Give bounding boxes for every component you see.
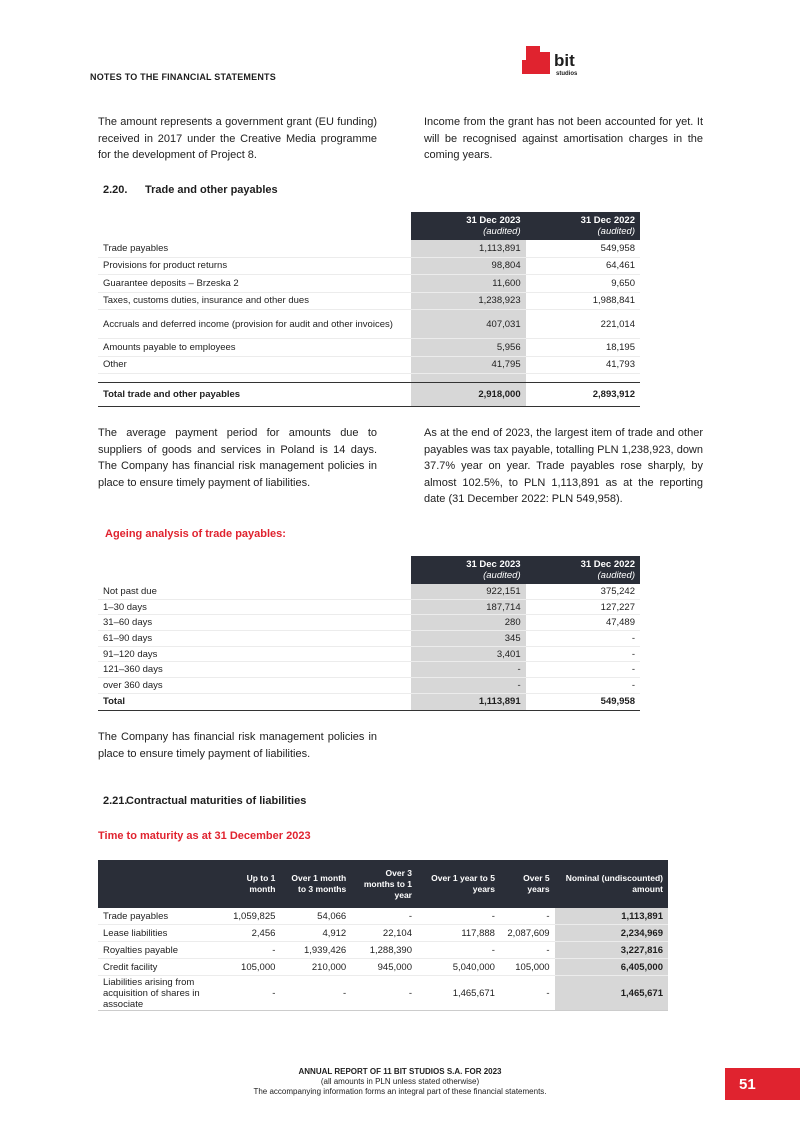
footer-currency-note: (all amounts in PLN unless stated otherwise) xyxy=(320,1077,480,1086)
table-row: Not past due 922,151 375,242 xyxy=(98,584,640,599)
table-row: Lease liabilities 2,456 4,912 22,104 117,888 2,087,609 2,234,969 xyxy=(98,925,668,942)
intro-right-paragraph: Income from the grant has not been accounted for yet. It will be recognised against amortisation charges in the coming years. xyxy=(424,116,703,161)
table-row: Credit facility 105,000 210,000 945,000 5,040,000 105,000 6,405,000 xyxy=(98,959,668,976)
table-row: 31–60 days 280 47,489 xyxy=(98,615,640,631)
col-header: Over 3 months to 1 year xyxy=(351,860,417,908)
table-row: Amounts payable to employees 5,956 18,195 xyxy=(98,339,640,357)
col-header: Over 1 month to 3 months xyxy=(280,860,351,908)
table-row: Taxes, customs duties, insurance and other dues 1,238,923 1,988,841 xyxy=(98,292,640,310)
col-header-2023: 31 Dec 2023 (audited) xyxy=(411,212,525,240)
table-row: Provisions for product returns 98,804 64,461 xyxy=(98,257,640,275)
table-row: 61–90 days 345 - xyxy=(98,631,640,647)
col-header: Over 1 year to 5 years xyxy=(417,860,500,908)
table-row: over 360 days - - xyxy=(98,678,640,694)
table-row: Accruals and deferred income (provision for audit and other invoices) 407,031 221,014 xyxy=(98,310,640,339)
ageing-title: Ageing analysis of trade payables: xyxy=(105,528,286,540)
page-header-title: NOTES TO THE FINANCIAL STATEMENTS xyxy=(90,72,276,82)
svg-text:studios: studios xyxy=(556,71,578,77)
maturity-table xyxy=(98,860,668,1011)
payment-period-paragraph: The average payment period for amounts due to suppliers of goods and services in Poland is 14 days. The Company has financial risk management policies in place to ensure timely payment of liabilities. xyxy=(98,427,377,489)
trade-payables-table xyxy=(98,212,640,407)
col-header: Up to 1 month xyxy=(228,860,281,908)
intro-left-paragraph: The amount represents a government grant (EU funding) received in 2017 under the Creative Media programme for the development of Project 8. xyxy=(98,116,377,161)
table-row: Trade payables 1,059,825 54,066 - - - 1,113,891 xyxy=(98,908,668,925)
col-header: Nominal (undiscounted) amount xyxy=(555,860,668,908)
table-row: Other 41,795 41,793 xyxy=(98,356,640,374)
table-row: Guarantee deposits – Brzeska 2 11,600 9,650 xyxy=(98,275,640,293)
col-header-2023: 31 Dec 2023 (audited) xyxy=(411,556,525,584)
page-footer xyxy=(0,1067,800,1097)
total-row: Total trade and other payables 2,918,000 2,893,912 xyxy=(98,383,640,407)
col-header-2022: 31 Dec 2022 (audited) xyxy=(526,556,640,584)
tax-payable-paragraph: As at the end of 2023, the largest item of trade and other payables was tax payable, totalling PLN 1,238,923, down 37.7% year on year. Trade payables rose sharply, by almost 102.5%, to PLN 1,113,891 as at the reporting date (31 December 2022: PLN 549,958). xyxy=(424,427,703,505)
ageing-table xyxy=(98,556,640,711)
section-number-2-20: 2.20. xyxy=(103,184,128,196)
section-number-2-21: 2.21. xyxy=(103,795,128,807)
col-header-2022: 31 Dec 2022 (audited) xyxy=(526,212,640,240)
maturity-title: Time to maturity as at 31 December 2023 xyxy=(98,830,311,842)
company-logo xyxy=(520,42,610,82)
section-title-maturities: Contractual maturities of liabilities xyxy=(126,795,307,807)
table-row: Trade payables 1,113,891 549,958 xyxy=(98,240,640,257)
table-row: 121–360 days - - xyxy=(98,662,640,678)
col-header: Over 5 years xyxy=(500,860,555,908)
section-title-trade-payables: Trade and other payables xyxy=(145,184,278,196)
footer-disclaimer: The accompanying information forms an integral part of these financial statements. xyxy=(253,1087,547,1096)
table-row: 1–30 days 187,714 127,227 xyxy=(98,599,640,615)
risk-management-paragraph: The Company has financial risk management policies in place to ensure timely payment of liabilities. xyxy=(98,731,377,760)
page-number: 51 xyxy=(725,1068,800,1100)
total-row: Total 1,113,891 549,958 xyxy=(98,693,640,710)
svg-text:bit: bit xyxy=(554,51,575,70)
table-row: Royalties payable - 1,939,426 1,288,390 - - 3,227,816 xyxy=(98,942,668,959)
table-row: 91–120 days 3,401 - xyxy=(98,646,640,662)
table-row: Liabilities arising from acquisition of shares in associate - - - 1,465,671 - 1,465,671 xyxy=(98,976,668,1011)
footer-report-title: ANNUAL REPORT OF 11 BIT STUDIOS S.A. FOR 2023 xyxy=(298,1067,502,1076)
